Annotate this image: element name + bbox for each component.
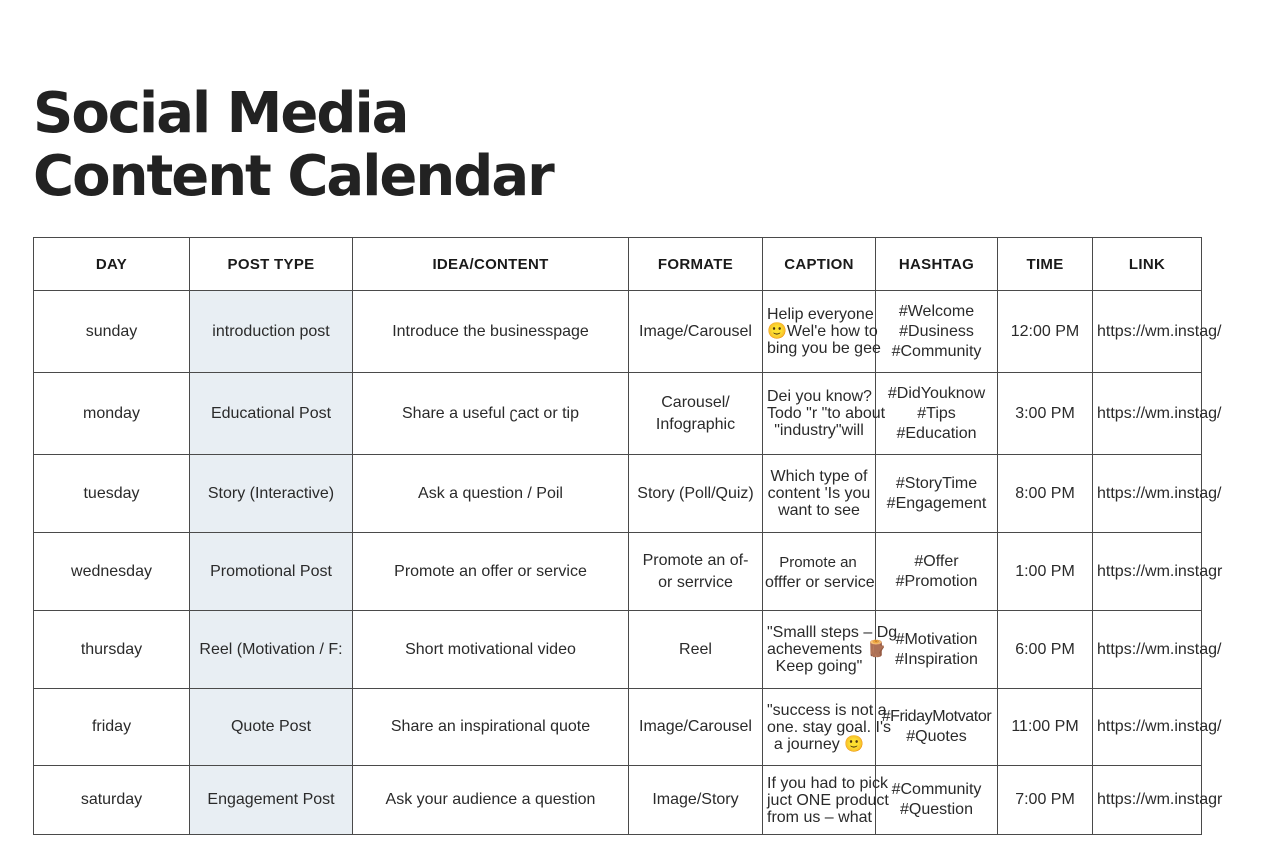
table-row xyxy=(34,689,1202,766)
format-line: or serrvice xyxy=(658,573,733,591)
hashtag: #Tips xyxy=(917,404,956,422)
link-cell[interactable]: https://wm.instag/ xyxy=(1093,291,1202,373)
hashtag-cell xyxy=(876,689,998,766)
hashtag: #Community xyxy=(891,342,982,360)
caption-line: Keep going" xyxy=(775,658,863,675)
link-cell[interactable]: https://wm.instag/ xyxy=(1093,689,1202,766)
caption-line: achevements 🪵 xyxy=(767,641,887,658)
hashtag: #FridayMotvator xyxy=(881,708,992,725)
hashtag: #Education xyxy=(896,424,977,442)
link-cell[interactable]: https://wm.instag/ xyxy=(1093,611,1202,689)
link-cell[interactable]: https://wm.instagr xyxy=(1093,533,1202,611)
hashtag: #Promotion xyxy=(895,572,978,590)
format-cell xyxy=(629,373,763,455)
caption-cell xyxy=(763,455,876,533)
table-header-row xyxy=(34,238,1202,291)
day-cell: sunday xyxy=(34,291,190,373)
format-line: Image/Story xyxy=(652,791,739,808)
caption-line: from us – what xyxy=(767,808,872,826)
caption-line: one. stay goal. I's xyxy=(767,718,892,736)
format-line: Infographic xyxy=(655,415,736,433)
column-header-time: TIME xyxy=(998,238,1093,291)
post-type-cell: Reel (Motivation / F: xyxy=(190,611,353,689)
caption-line: a journey 🙂 xyxy=(773,735,865,753)
hashtag: #Dusiness xyxy=(899,322,974,340)
caption-line: Which type of xyxy=(770,468,868,485)
hashtag: #Motivation xyxy=(895,630,978,648)
time-cell: 6:00 PM xyxy=(998,611,1093,689)
idea-cell: Introduce the businesspage xyxy=(353,291,629,373)
caption-line: Promote an xyxy=(779,554,857,571)
format-line: Image/Carousel xyxy=(639,322,752,340)
link-cell[interactable]: https://wm.instag/ xyxy=(1093,373,1202,455)
caption-cell xyxy=(763,291,881,373)
hashtag: #Engagement xyxy=(886,494,987,512)
column-header-idea: IDEA/CONTENT xyxy=(353,238,629,291)
caption-cell xyxy=(763,611,898,689)
hashtag-cell xyxy=(876,533,998,611)
caption-line: juct ONE product xyxy=(767,791,889,809)
caption-line: offfer or service xyxy=(765,574,875,591)
caption-line: content 'Is you xyxy=(767,485,871,502)
post-type-cell: Promotional Post xyxy=(190,533,353,611)
page-title-line-2: Content Calendar xyxy=(33,144,553,209)
table-row xyxy=(34,455,1202,533)
format-cell xyxy=(629,291,763,373)
idea-cell: Share an inspirational quote xyxy=(353,689,629,766)
time-cell: 8:00 PM xyxy=(998,455,1093,533)
column-header-format: FORMATE xyxy=(629,238,763,291)
idea-cell: Ask a question / Poil xyxy=(353,455,629,533)
format-cell xyxy=(629,766,763,835)
day-cell: wednesday xyxy=(34,533,190,611)
caption-line: Todo "r "to about xyxy=(767,405,886,422)
column-header-day: DAY xyxy=(34,238,190,291)
format-line: Promote an of- xyxy=(642,551,749,569)
idea-cell: Promote an offer or service xyxy=(353,533,629,611)
idea-cell: Ask your audience a question xyxy=(353,766,629,835)
page-title-line-1: Social Media xyxy=(33,81,408,146)
post-type-cell: Engagement Post xyxy=(190,766,353,835)
hashtag: #Welcome xyxy=(898,302,975,320)
hashtag: #Offer xyxy=(914,552,959,570)
format-cell xyxy=(629,533,763,611)
hashtag: #DidYouknow xyxy=(887,384,986,402)
table-row xyxy=(34,533,1202,611)
hashtag-cell xyxy=(876,373,998,455)
caption-cell xyxy=(763,533,876,611)
table-row xyxy=(34,373,1202,455)
caption-line: "success is not a xyxy=(767,701,887,719)
post-type-cell: introduction post xyxy=(190,291,353,373)
idea-cell: Share a useful ʗact or tip xyxy=(353,373,629,455)
column-header-hashtag: HASHTAG xyxy=(876,238,998,291)
day-cell: thursday xyxy=(34,611,190,689)
time-cell: 7:00 PM xyxy=(998,766,1093,835)
format-line: Image/Carousel xyxy=(639,718,752,735)
format-cell xyxy=(629,689,763,766)
caption-line: "industry"will xyxy=(774,422,864,439)
column-header-post-type: POST TYPE xyxy=(190,238,353,291)
caption-line: If you had to pick xyxy=(767,774,888,792)
hashtag: #Question xyxy=(900,801,973,818)
table-row xyxy=(34,291,1202,373)
hashtag-cell xyxy=(876,291,998,373)
link-cell[interactable]: https://wm.instagr xyxy=(1093,766,1202,835)
hashtag-cell xyxy=(876,455,998,533)
post-type-cell: Educational Post xyxy=(190,373,353,455)
caption-line: bing you be gee xyxy=(767,340,881,357)
table-row xyxy=(34,611,1202,689)
day-cell: tuesday xyxy=(34,455,190,533)
format-line: Carousel/ xyxy=(661,393,730,411)
hashtag-cell xyxy=(876,766,998,835)
time-cell: 12:00 PM xyxy=(998,291,1093,373)
hashtag: #StoryTime xyxy=(895,474,978,492)
day-cell: monday xyxy=(34,373,190,455)
column-header-caption: CAPTION xyxy=(763,238,876,291)
column-header-link: LINK xyxy=(1093,238,1202,291)
day-cell: friday xyxy=(34,689,190,766)
caption-line: Dei you know? xyxy=(767,388,872,405)
idea-cell: Short motivational video xyxy=(353,611,629,689)
time-cell: 1:00 PM xyxy=(998,533,1093,611)
caption-line: Helip everyone xyxy=(767,306,874,323)
format-cell xyxy=(629,455,763,533)
caption-cell xyxy=(763,373,886,455)
caption-line: 🙂Wel'e how to xyxy=(767,323,878,340)
time-cell: 11:00 PM xyxy=(998,689,1093,766)
hashtag: #Community xyxy=(891,781,982,798)
caption-line: want to see xyxy=(778,502,860,519)
post-type-cell: Quote Post xyxy=(190,689,353,766)
caption-cell xyxy=(763,689,892,766)
link-cell[interactable]: https://wm.instag/ xyxy=(1093,455,1202,533)
hashtag: #Quotes xyxy=(906,728,967,745)
page-title xyxy=(33,82,553,208)
content-calendar-table xyxy=(33,237,1223,835)
time-cell: 3:00 PM xyxy=(998,373,1093,455)
day-cell: saturday xyxy=(34,766,190,835)
format-line: Story (Poll/Quiz) xyxy=(637,484,754,502)
caption-line: "Smalll steps – Dg xyxy=(767,624,898,641)
format-line: Reel xyxy=(679,640,712,658)
caption-cell xyxy=(763,766,889,835)
format-cell xyxy=(629,611,763,689)
hashtag: #Inspiration xyxy=(895,650,978,668)
table-row xyxy=(34,766,1202,835)
hashtag-cell xyxy=(876,611,998,689)
post-type-cell: Story (Interactive) xyxy=(190,455,353,533)
